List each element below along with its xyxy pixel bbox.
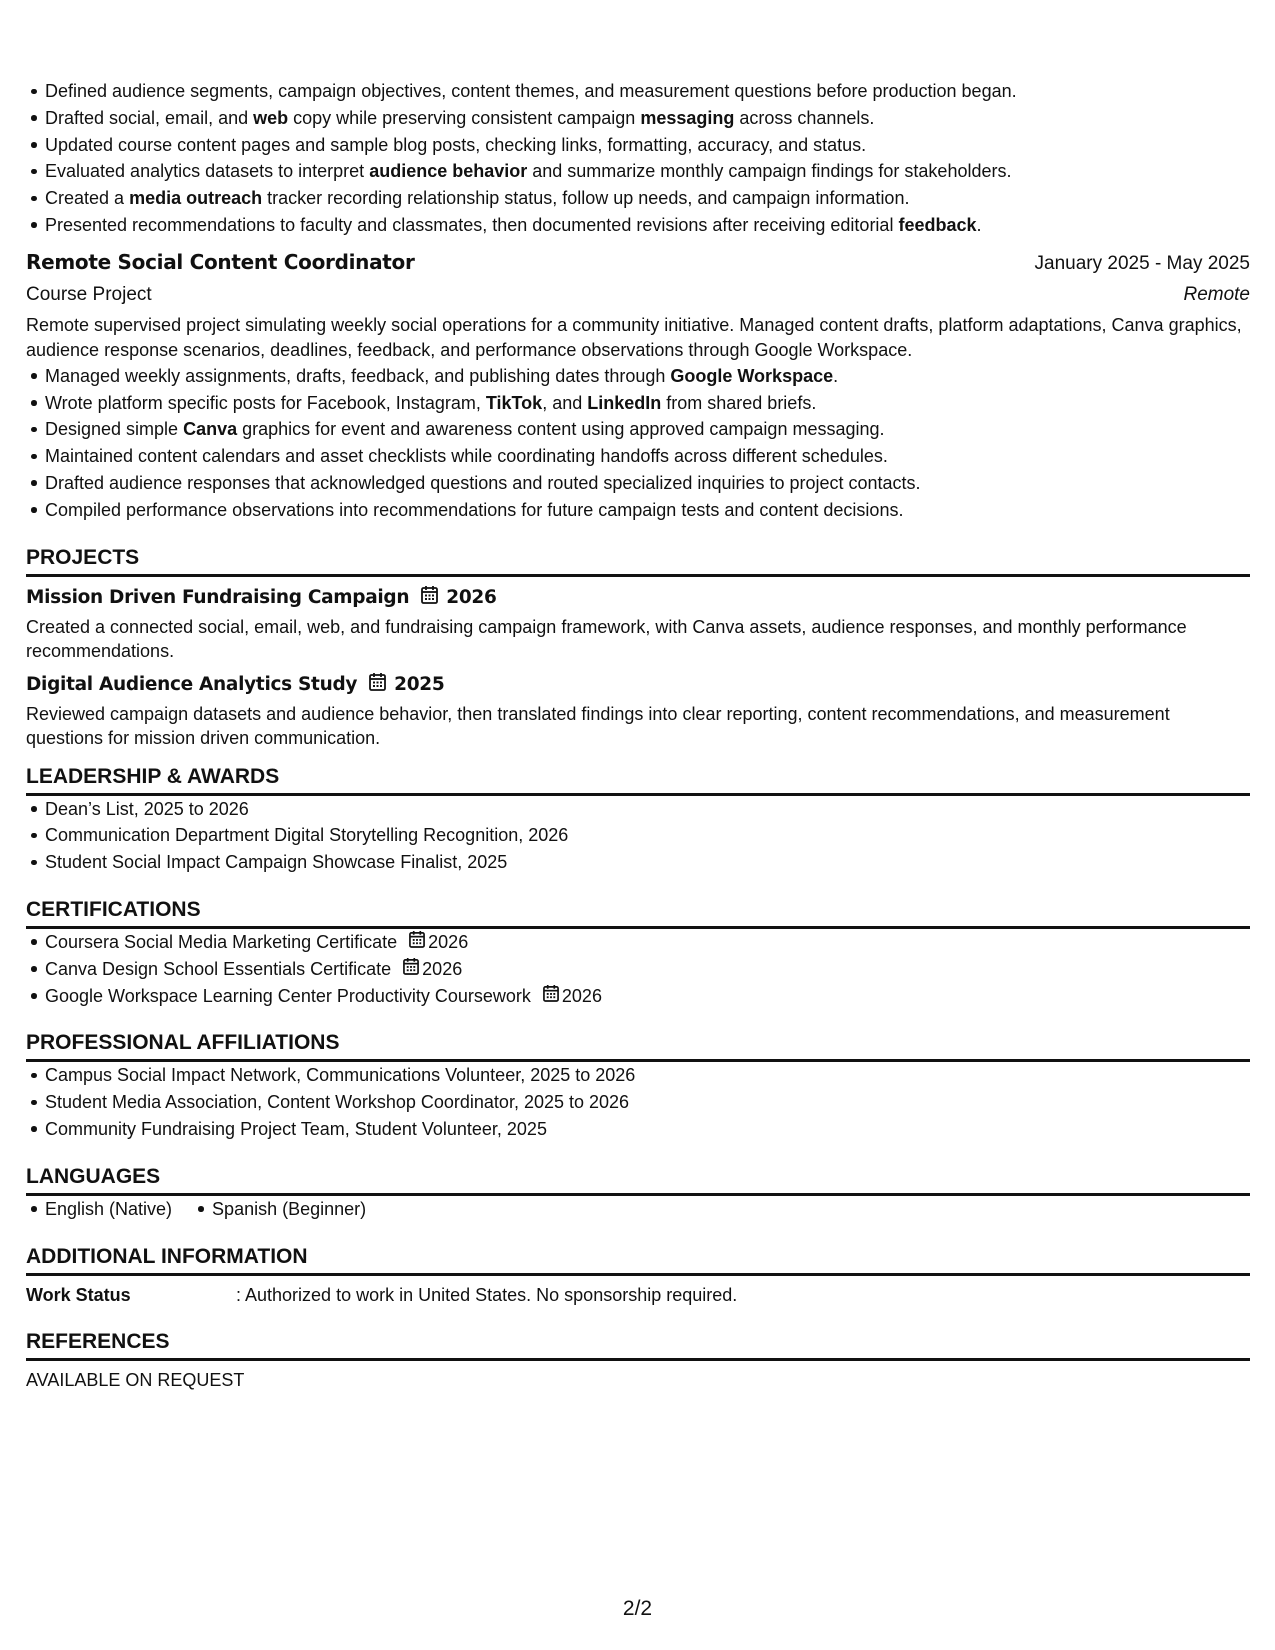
bullet-item: Compiled performance observations into recommendations for future campaign tests and content decisions. bbox=[45, 497, 1250, 524]
language-item: Spanish (Beginner) bbox=[212, 1196, 366, 1223]
prev-job-bullets bbox=[26, 78, 1250, 239]
leadership-section bbox=[26, 763, 1250, 876]
language-item: English (Native) bbox=[45, 1196, 172, 1223]
list-item: Dean’s List, 2025 to 2026 bbox=[45, 796, 1250, 823]
bullet-item: Wrote platform specific posts for Facebook, Instagram, TikTok, and LinkedIn from shared briefs. bbox=[45, 390, 1250, 417]
certifications-section bbox=[26, 896, 1250, 1009]
certification-name: Canva Design School Essentials Certificate bbox=[45, 958, 392, 979]
bullet-item: Updated course content pages and sample blog posts, checking links, formatting, accuracy, and status. bbox=[45, 132, 1250, 159]
bold-keyword: Canva bbox=[183, 419, 238, 440]
bullet-item: Defined audience segments, campaign objectives, content themes, and measurement questions before production began. bbox=[45, 78, 1250, 105]
project-header bbox=[26, 585, 1250, 612]
work-status-label: Work Status bbox=[26, 1284, 131, 1305]
bold-keyword: messaging bbox=[640, 107, 735, 128]
calendar-icon bbox=[543, 983, 559, 1010]
bold-keyword: media outreach bbox=[129, 188, 263, 209]
list-item: Student Media Association, Content Workshop Coordinator, 2025 to 2026 bbox=[45, 1089, 1250, 1116]
resume-page bbox=[26, 78, 1250, 1393]
bullet-item: Created a media outreach tracker recording relationship status, follow up needs, and campaign information. bbox=[45, 185, 1250, 212]
job-title: Remote Social Content Coordinator bbox=[26, 249, 415, 274]
work-status-row bbox=[26, 1282, 1250, 1308]
certifications-list bbox=[26, 929, 1250, 1009]
page-number: 2/2 bbox=[622, 1597, 653, 1620]
calendar-icon bbox=[369, 672, 386, 699]
job-bullets bbox=[26, 363, 1250, 524]
certification-year: 2026 bbox=[561, 985, 602, 1006]
certification-name: Coursera Social Media Marketing Certificate bbox=[45, 931, 398, 952]
job-summary: Remote supervised project simulating weekly social operations for a community initiative. Managed content drafts, platform adaptations, Canva graphics, audience response scenarios, deadlines, feedback, and performance observations through Google Workspace. bbox=[26, 314, 1242, 360]
calendar-icon bbox=[421, 585, 438, 612]
languages-list bbox=[26, 1196, 1250, 1223]
certification-year: 2026 bbox=[428, 931, 469, 952]
job-organization: Course Project bbox=[26, 283, 152, 305]
job-location: Remote bbox=[1183, 283, 1250, 305]
calendar-icon bbox=[409, 929, 425, 956]
project-year: 2025 bbox=[394, 674, 445, 696]
bullet-item: Drafted audience responses that acknowledged questions and routed specialized inquiries to project contacts. bbox=[45, 470, 1250, 497]
project-description: Created a connected social, email, web, and fundraising campaign framework, with Canva assets, audience responses, and monthly performance recommendations. bbox=[26, 616, 1187, 662]
project-title: Mission Driven Fundraising Campaign bbox=[26, 587, 410, 609]
references-text: AVAILABLE ON REQUEST bbox=[26, 1369, 245, 1390]
list-item bbox=[45, 983, 1250, 1010]
additional-info-section bbox=[26, 1243, 1250, 1308]
list-item: Student Social Impact Campaign Showcase Finalist, 2025 bbox=[45, 849, 1250, 876]
project-header bbox=[26, 672, 1250, 699]
list-item: Campus Social Impact Network, Communications Volunteer, 2025 to 2026 bbox=[45, 1062, 1250, 1089]
certification-name: Google Workspace Learning Center Productivity Coursework bbox=[45, 985, 531, 1006]
bold-keyword: feedback bbox=[898, 214, 977, 235]
references-section bbox=[26, 1328, 1250, 1393]
list-item: Communication Department Digital Storytelling Recognition, 2026 bbox=[45, 822, 1250, 849]
project-title: Digital Audience Analytics Study bbox=[26, 674, 358, 696]
job-dates: January 2025 - May 2025 bbox=[1034, 252, 1250, 274]
bullet-item: Managed weekly assignments, drafts, feedback, and publishing dates through Google Workspace. bbox=[45, 363, 1250, 390]
bullet-item: Drafted social, email, and web copy while preserving consistent campaign messaging across channels. bbox=[45, 105, 1250, 132]
list-item bbox=[45, 956, 1250, 983]
bold-keyword: LinkedIn bbox=[587, 392, 662, 413]
list-item: Community Fundraising Project Team, Student Volunteer, 2025 bbox=[45, 1116, 1250, 1143]
job-subheader bbox=[26, 284, 1250, 306]
work-status-value: : Authorized to work in United States. No sponsorship required. bbox=[236, 1284, 738, 1305]
languages-section bbox=[26, 1163, 1250, 1223]
leadership-list bbox=[26, 796, 1250, 876]
bullet-item: Maintained content calendars and asset checklists while coordinating handoffs across different schedules. bbox=[45, 443, 1250, 470]
bold-keyword: TikTok bbox=[485, 392, 543, 413]
certification-year: 2026 bbox=[422, 958, 463, 979]
bullet-item: Evaluated analytics datasets to interpret audience behavior and summarize monthly campaign findings for stakeholders. bbox=[45, 158, 1250, 185]
bold-keyword: web bbox=[253, 107, 289, 128]
calendar-icon bbox=[403, 956, 419, 983]
section-heading: REFERENCES bbox=[26, 1328, 1250, 1361]
bold-keyword: Google Workspace bbox=[670, 365, 834, 386]
bold-keyword: audience behavior bbox=[369, 161, 528, 182]
project-year: 2026 bbox=[446, 587, 497, 609]
section-heading: PROFESSIONAL AFFILIATIONS bbox=[26, 1029, 1250, 1062]
affiliations-section bbox=[26, 1029, 1250, 1142]
section-heading: LEADERSHIP & AWARDS bbox=[26, 763, 1250, 796]
section-heading: ADDITIONAL INFORMATION bbox=[26, 1243, 1250, 1276]
section-heading: PROJECTS bbox=[26, 544, 1250, 577]
section-heading: CERTIFICATIONS bbox=[26, 896, 1250, 929]
job-header bbox=[26, 250, 1250, 275]
affiliations-list bbox=[26, 1062, 1250, 1142]
list-item bbox=[45, 929, 1250, 956]
project-description: Reviewed campaign datasets and audience behavior, then translated findings into clear reporting, content recommendations, and measurement questions for mission driven communication. bbox=[26, 703, 1170, 749]
bullet-item: Presented recommendations to faculty and classmates, then documented revisions after receiving editorial feedback. bbox=[45, 212, 1250, 239]
section-heading: LANGUAGES bbox=[26, 1163, 1250, 1196]
bullet-item: Designed simple Canva graphics for event and awareness content using approved campaign messaging. bbox=[45, 416, 1250, 443]
projects-section bbox=[26, 544, 1250, 751]
